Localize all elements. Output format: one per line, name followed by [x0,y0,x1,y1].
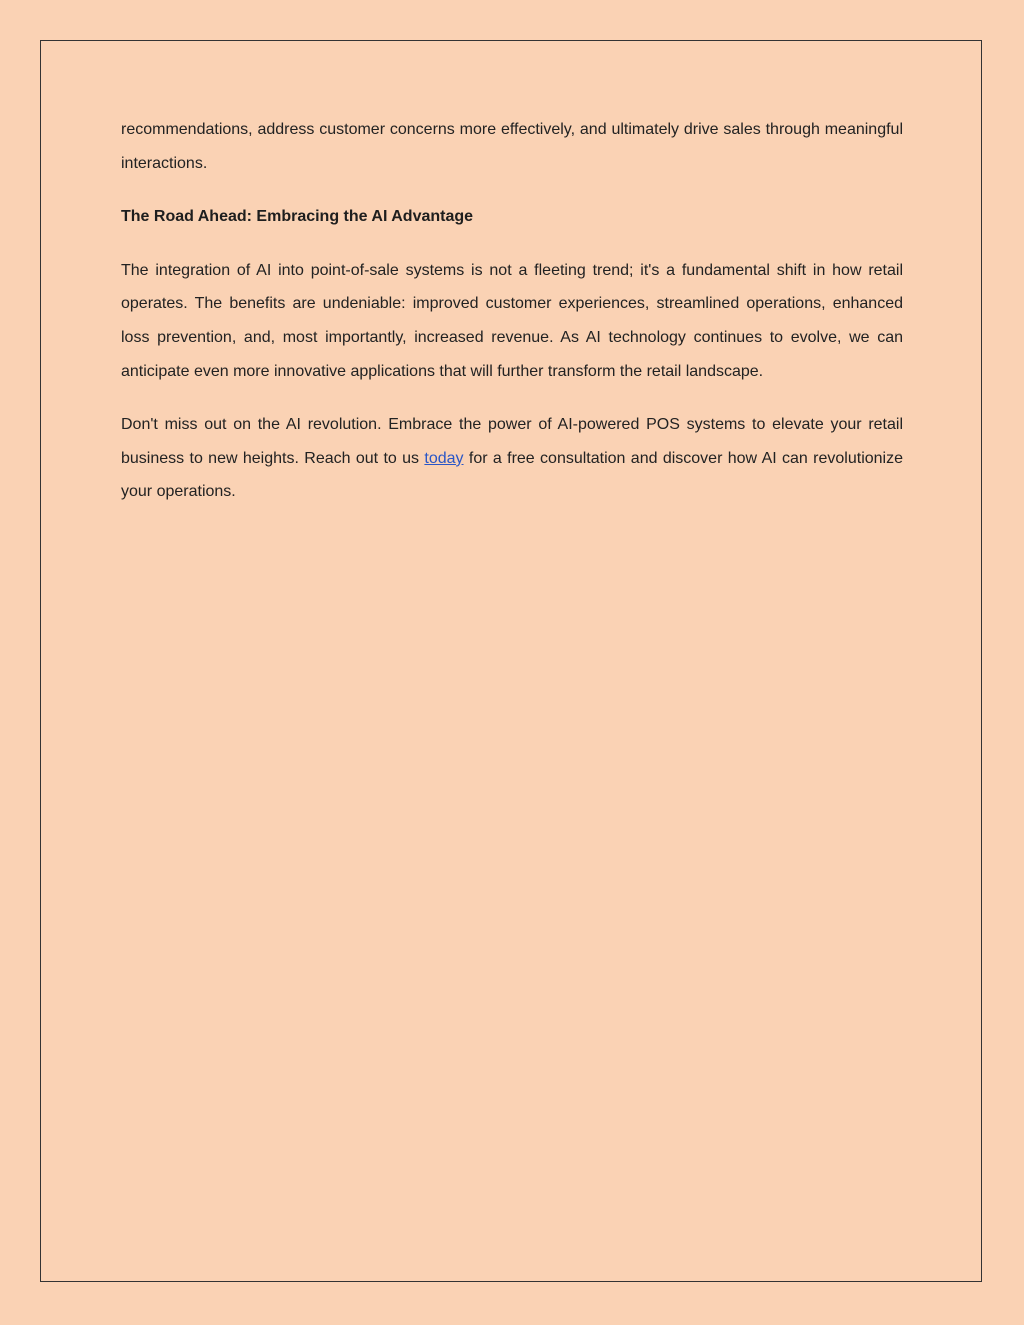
paragraph-integration: The integration of AI into point-of-sale systems is not a fleeting trend; it's a fundamental shift in how retail operates. The benefits are undeniable: improved customer experiences, streamlined operations, enhanced loss prevention, and, most importantly, increased revenue. As AI technology continues to evolve, we can anticipate even more innovative applications that will further transform the retail landscape. [121,261,903,380]
section-heading: The Road Ahead: Embracing the AI Advantage [121,208,474,226]
paragraph-continuation: recommendations, address customer concerns more effectively, and ultimately drive sales through meaningful interactions. [121,121,903,172]
document-body [121,113,903,529]
paragraph-call-to-action [121,408,903,509]
cta-text-before-link: Don't miss out on the AI revolution. Embrace the power of AI-powered POS systems to elevate your retail business to new heights. Reach out to us [121,416,903,467]
cta-text-after-link: for a free consultation and discover how AI can revolutionize your operations. [121,449,904,501]
today-link[interactable]: today [424,449,464,467]
